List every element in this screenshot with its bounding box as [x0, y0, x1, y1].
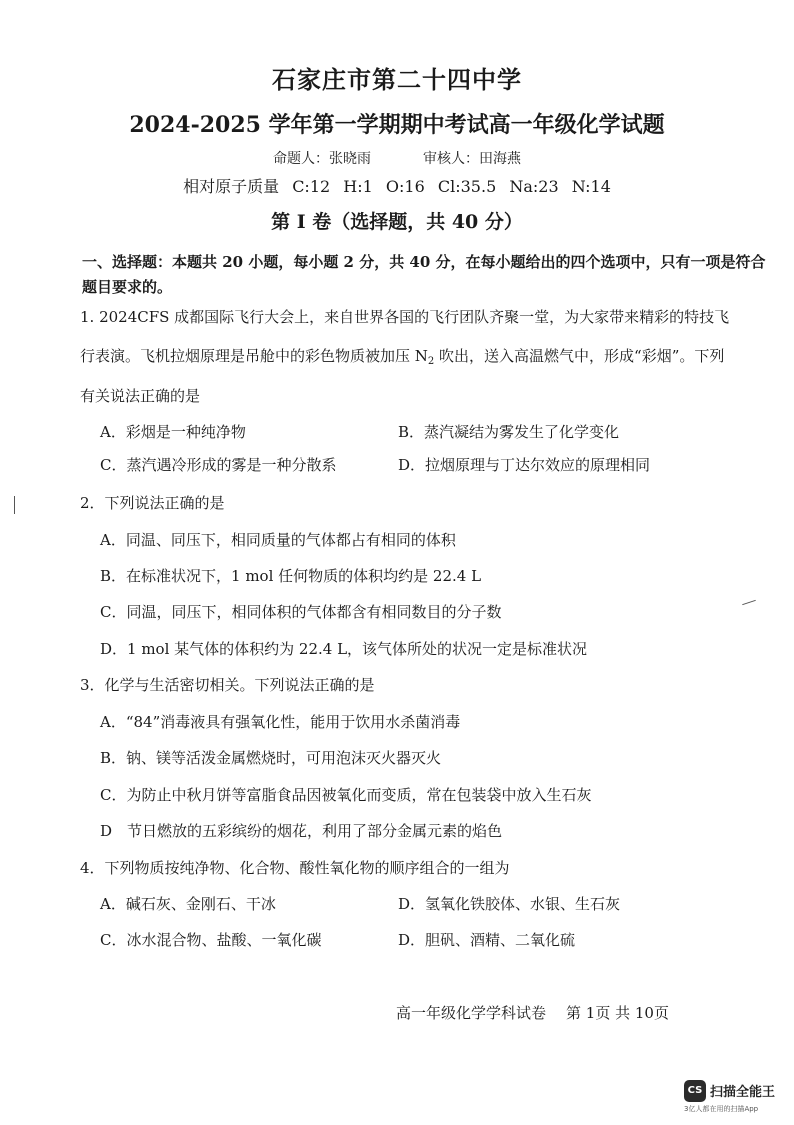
- q2-stem: 2．下列说法正确的是: [80, 494, 225, 512]
- author-line: [0, 148, 794, 168]
- q1-subscript: 2: [427, 356, 435, 367]
- q3-option-a: A．“84”消毒液具有强氧化性，能用于饮用水杀菌消毒: [100, 713, 461, 731]
- atomic-mass-c: C:12: [292, 177, 331, 196]
- atomic-mass-na: Na:23: [509, 177, 559, 196]
- page-footer: [396, 1002, 669, 1023]
- q1-stem-line3: 有关说法正确的是: [80, 387, 201, 405]
- q4-option-a: A．碱石灰、金刚石、干冰: [100, 895, 276, 913]
- atomic-mass-line: [0, 174, 794, 197]
- q1-option-b: B．蒸汽凝结为雾发生了化学变化: [398, 423, 620, 441]
- q2-option-b: B．在标准状况下，1 mol 任何物质的体积均约是 22.4 L: [100, 567, 482, 585]
- q4-option-b: D．氢氧化铁胶体、水银、生石灰: [398, 895, 621, 913]
- q3-option-d: D 节日燃放的五彩缤纷的烟花，利用了部分金属元素的焰色: [100, 822, 503, 840]
- scanner-tagline: 3亿人都在用的扫描App: [684, 1105, 759, 1113]
- q2-option-d: D．1 mol 某气体的体积约为 22.4 L，该气体所处的状况一定是标准状况: [100, 640, 588, 658]
- scanner-logo-icon: CS: [684, 1080, 706, 1102]
- atomic-mass-label: 相对原子质量: [183, 177, 280, 196]
- footer-page-number: 第 1页 共 10页: [566, 1004, 669, 1022]
- q1-option-a: A．彩烟是一种纯净物: [100, 423, 246, 441]
- q1-stem-line1: 1. 2024CFS 成都国际飞行大会上，来自世界各国的飞行团队齐聚一堂，为大家带来精彩的特技飞: [80, 308, 730, 326]
- section-instructions: 一、选择题：本题共 20 小题，每小题 2 分，共 40 分，在每小题给出的四个选项中，只有一项是符合题目要求的。: [82, 253, 766, 296]
- atomic-mass-cl: Cl:35.5: [437, 177, 497, 196]
- q4-stem: 4．下列物质按纯净物、化合物、酸性氧化物的顺序组合的一组为: [80, 859, 510, 877]
- q1-option-c: C．蒸汽遇冷形成的雾是一种分散系: [100, 456, 337, 474]
- q1-stem-line2: 行表演。飞机拉烟原理是吊舱中的彩色物质被加压 $N_2$ 吹出，送入高温燃气中，形成“彩烟”。下列: [80, 347, 725, 367]
- scan-mark-left: [14, 496, 15, 514]
- school-name: 石家庄市第二十四中学: [272, 65, 522, 94]
- footer-subject: 高一年级化学学科试卷: [396, 1004, 547, 1022]
- q3-option-c: C．为防止中秋月饼等富脂食品因被氧化而变质，常在包装袋中放入生石灰: [100, 786, 592, 804]
- atomic-mass-o: O:16: [385, 177, 425, 196]
- q2-option-c: C．同温，同压下，相同体积的气体都含有相同数目的分子数: [100, 603, 502, 621]
- q4-option-d: D．胆矾、酒精、二氧化硫: [398, 931, 576, 949]
- q2-option-a: A．同温、同压下，相同质量的气体都占有相同的体积: [100, 531, 456, 549]
- scanner-app-name: 扫描全能王: [710, 1085, 776, 1100]
- scanner-watermark: [684, 1077, 794, 1117]
- part-title: 第 I 卷（选择题，共 40 分）: [271, 211, 523, 233]
- q4-option-c: C．冰水混合物、盐酸、一氧化碳: [100, 931, 322, 949]
- atomic-mass-h: H:1: [343, 177, 373, 196]
- exam-title: 2024-2025 学年第一学期期中考试高一年级化学试题: [129, 112, 665, 138]
- reviewer: 审核人：田海燕: [423, 151, 521, 167]
- author: 命题人：张晓雨: [273, 151, 371, 167]
- q3-stem: 3．化学与生活密切相关。下列说法正确的是: [80, 676, 375, 694]
- q3-option-b: B．钠、镁等活泼金属燃烧时，可用泡沫灭火器灭火: [100, 749, 442, 767]
- q1-option-d: D．拉烟原理与丁达尔效应的原理相同: [398, 456, 651, 474]
- scan-mark-right: [742, 600, 756, 605]
- atomic-mass-n: N:14: [571, 177, 611, 196]
